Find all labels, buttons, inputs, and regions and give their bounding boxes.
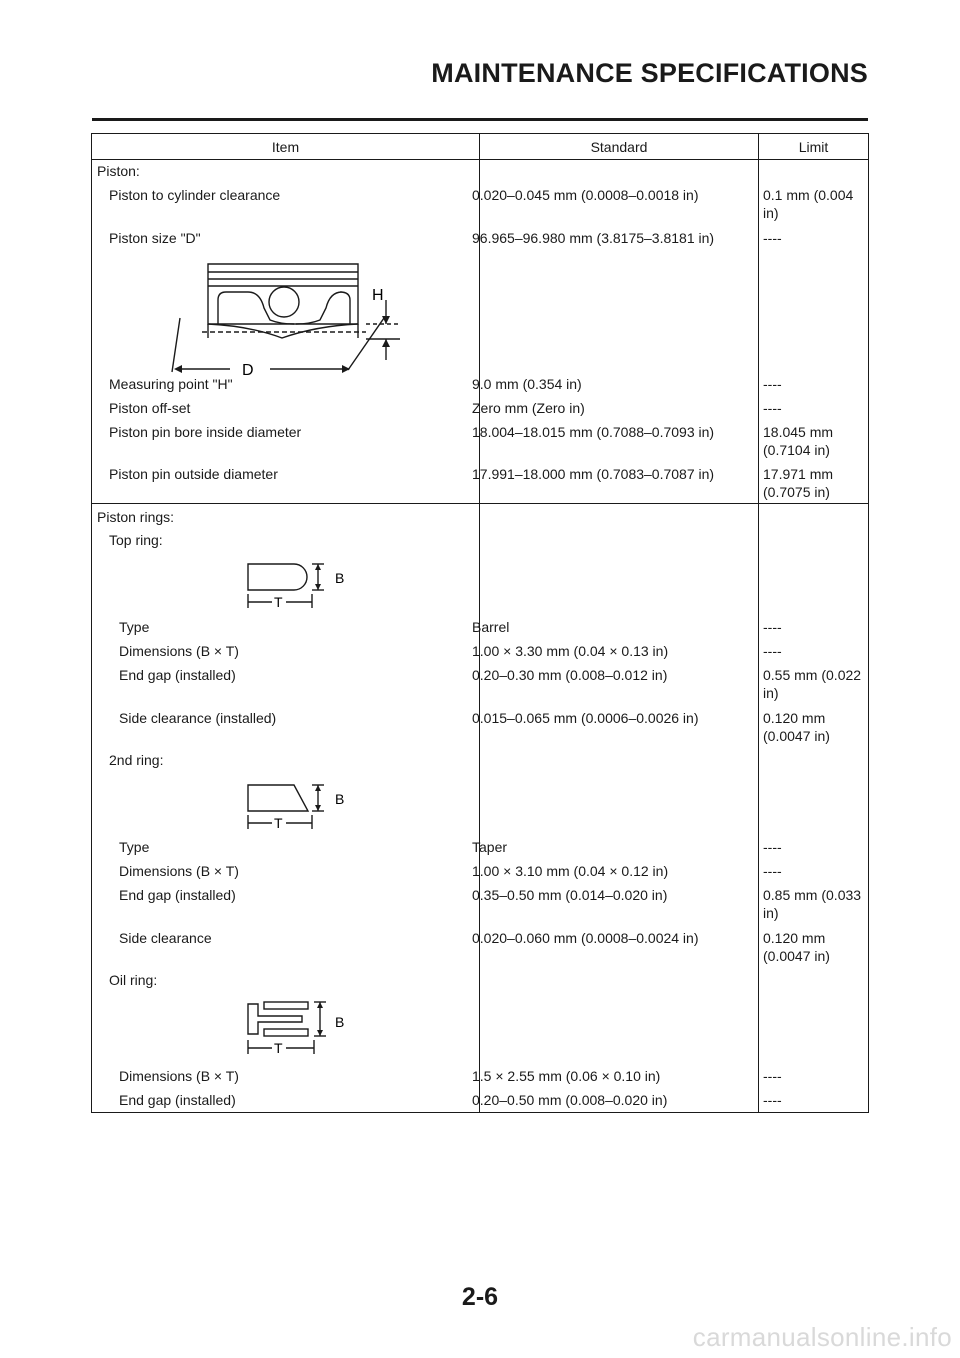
column-header-item: Item: [271, 139, 300, 155]
piston-offset-item: Piston off-set: [109, 400, 191, 416]
top-ring-diagram: [242, 558, 362, 610]
top-ring-type-item: Type: [119, 619, 150, 635]
rings-heading: Piston rings:: [97, 509, 175, 525]
section-divider: [92, 503, 868, 504]
measuring-point-item: Measuring point "H": [109, 376, 233, 392]
second-ring-b-label: B: [335, 791, 345, 807]
second-ring-side-clearance-limit: 0.120 mm (0.0047 in): [763, 930, 830, 964]
top-ring-dimensions-item: Dimensions (B × T): [119, 643, 239, 659]
oil-ring-dimensions-limit: ----: [763, 1068, 782, 1084]
piston-offset-standard: Zero mm (Zero in): [472, 400, 585, 416]
oil-ring-dimensions-item: Dimensions (B × T): [119, 1068, 239, 1084]
piston-d-label: D: [242, 362, 254, 379]
top-ring-side-clearance-standard: 0.015–0.065 mm (0.0006–0.0026 in): [472, 710, 699, 726]
second-ring-dimensions-standard: 1.00 × 3.10 mm (0.04 × 0.12 in): [472, 863, 669, 879]
oil-ring-heading: Oil ring:: [109, 972, 158, 988]
oil-ring-end-gap-limit: ----: [763, 1092, 782, 1108]
second-ring-end-gap-item: End gap (installed): [119, 887, 236, 903]
pin-od-standard: 17.991–18.000 mm (0.7083–0.7087 in): [472, 466, 715, 482]
oil-ring-b-label: B: [335, 1014, 345, 1030]
measuring-point-limit: ----: [763, 376, 782, 392]
top-ring-end-gap-standard: 0.20–0.30 mm (0.008–0.012 in): [472, 667, 668, 683]
piston-clearance-standard: 0.020–0.045 mm (0.0008–0.0018 in): [472, 187, 699, 203]
second-ring-t-label: T: [274, 815, 283, 831]
second-ring-end-gap-standard: 0.35–0.50 mm (0.014–0.020 in): [472, 887, 668, 903]
second-ring-type-limit: ----: [763, 839, 782, 855]
pin-od-limit: 17.971 mm (0.7075 in): [763, 466, 834, 500]
piston-diagram: [170, 252, 410, 379]
top-ring-dimensions-limit: ----: [763, 643, 782, 659]
oil-ring-end-gap-standard: 0.20–0.50 mm (0.008–0.020 in): [472, 1092, 668, 1108]
header-rule: [92, 159, 868, 160]
top-ring-end-gap-limit: 0.55 mm (0.022 in): [763, 667, 862, 701]
piston-clearance-item: Piston to cylinder clearance: [109, 187, 281, 203]
second-ring-diagram: [242, 779, 362, 831]
top-ring-heading: Top ring:: [109, 532, 163, 548]
piston-size-item: Piston size "D": [109, 230, 201, 246]
oil-ring-end-gap-item: End gap (installed): [119, 1092, 236, 1108]
second-ring-end-gap-limit: 0.85 mm (0.033 in): [763, 887, 862, 921]
top-ring-t-label: T: [274, 594, 283, 610]
second-ring-type-item: Type: [119, 839, 150, 855]
second-ring-side-clearance-standard: 0.020–0.060 mm (0.0008–0.0024 in): [472, 930, 699, 946]
top-ring-end-gap-item: End gap (installed): [119, 667, 236, 683]
second-ring-heading: 2nd ring:: [109, 752, 164, 768]
oil-ring-dimensions-standard: 1.5 × 2.55 mm (0.06 × 0.10 in): [472, 1068, 661, 1084]
pin-bore-limit: 18.045 mm (0.7104 in): [763, 424, 834, 458]
oil-ring-t-label: T: [274, 1040, 283, 1056]
pin-od-item: Piston pin outside diameter: [109, 466, 278, 482]
second-ring-dimensions-limit: ----: [763, 863, 782, 879]
top-ring-side-clearance-item: Side clearance (installed): [119, 710, 277, 726]
top-ring-type-limit: ----: [763, 619, 782, 635]
title-rule: [92, 118, 868, 121]
column-header-standard: Standard: [590, 139, 648, 155]
top-ring-side-clearance-limit: 0.120 mm (0.0047 in): [763, 710, 830, 744]
top-ring-b-label: B: [335, 570, 345, 586]
piston-h-label: H: [372, 287, 384, 304]
page-number: 2-6: [461, 1283, 499, 1311]
piston-size-limit: ----: [763, 230, 782, 246]
column-header-limit: Limit: [798, 139, 829, 155]
page-title: MAINTENANCE SPECIFICATIONS: [431, 58, 868, 88]
second-ring-type-standard: Taper: [472, 839, 508, 855]
second-ring-dimensions-item: Dimensions (B × T): [119, 863, 239, 879]
top-ring-type-standard: Barrel: [472, 619, 510, 635]
piston-heading: Piston:: [97, 163, 140, 179]
measuring-point-standard: 9.0 mm (0.354 in): [472, 376, 582, 392]
piston-clearance-limit: 0.1 mm (0.004 in): [763, 187, 854, 221]
piston-offset-limit: ----: [763, 400, 782, 416]
piston-size-standard: 96.965–96.980 mm (3.8175–3.8181 in): [472, 230, 715, 246]
oil-ring-diagram: [242, 998, 362, 1056]
spec-table: [91, 133, 869, 1113]
pin-bore-item: Piston pin bore inside diameter: [109, 424, 302, 440]
top-ring-dimensions-standard: 1.00 × 3.30 mm (0.04 × 0.13 in): [472, 643, 669, 659]
pin-bore-standard: 18.004–18.015 mm (0.7088–0.7093 in): [472, 424, 715, 440]
second-ring-side-clearance-item: Side clearance: [119, 930, 212, 946]
column-divider: [758, 134, 759, 1112]
footer-watermark[interactable]: carmanualsonline.info: [692, 1322, 952, 1352]
